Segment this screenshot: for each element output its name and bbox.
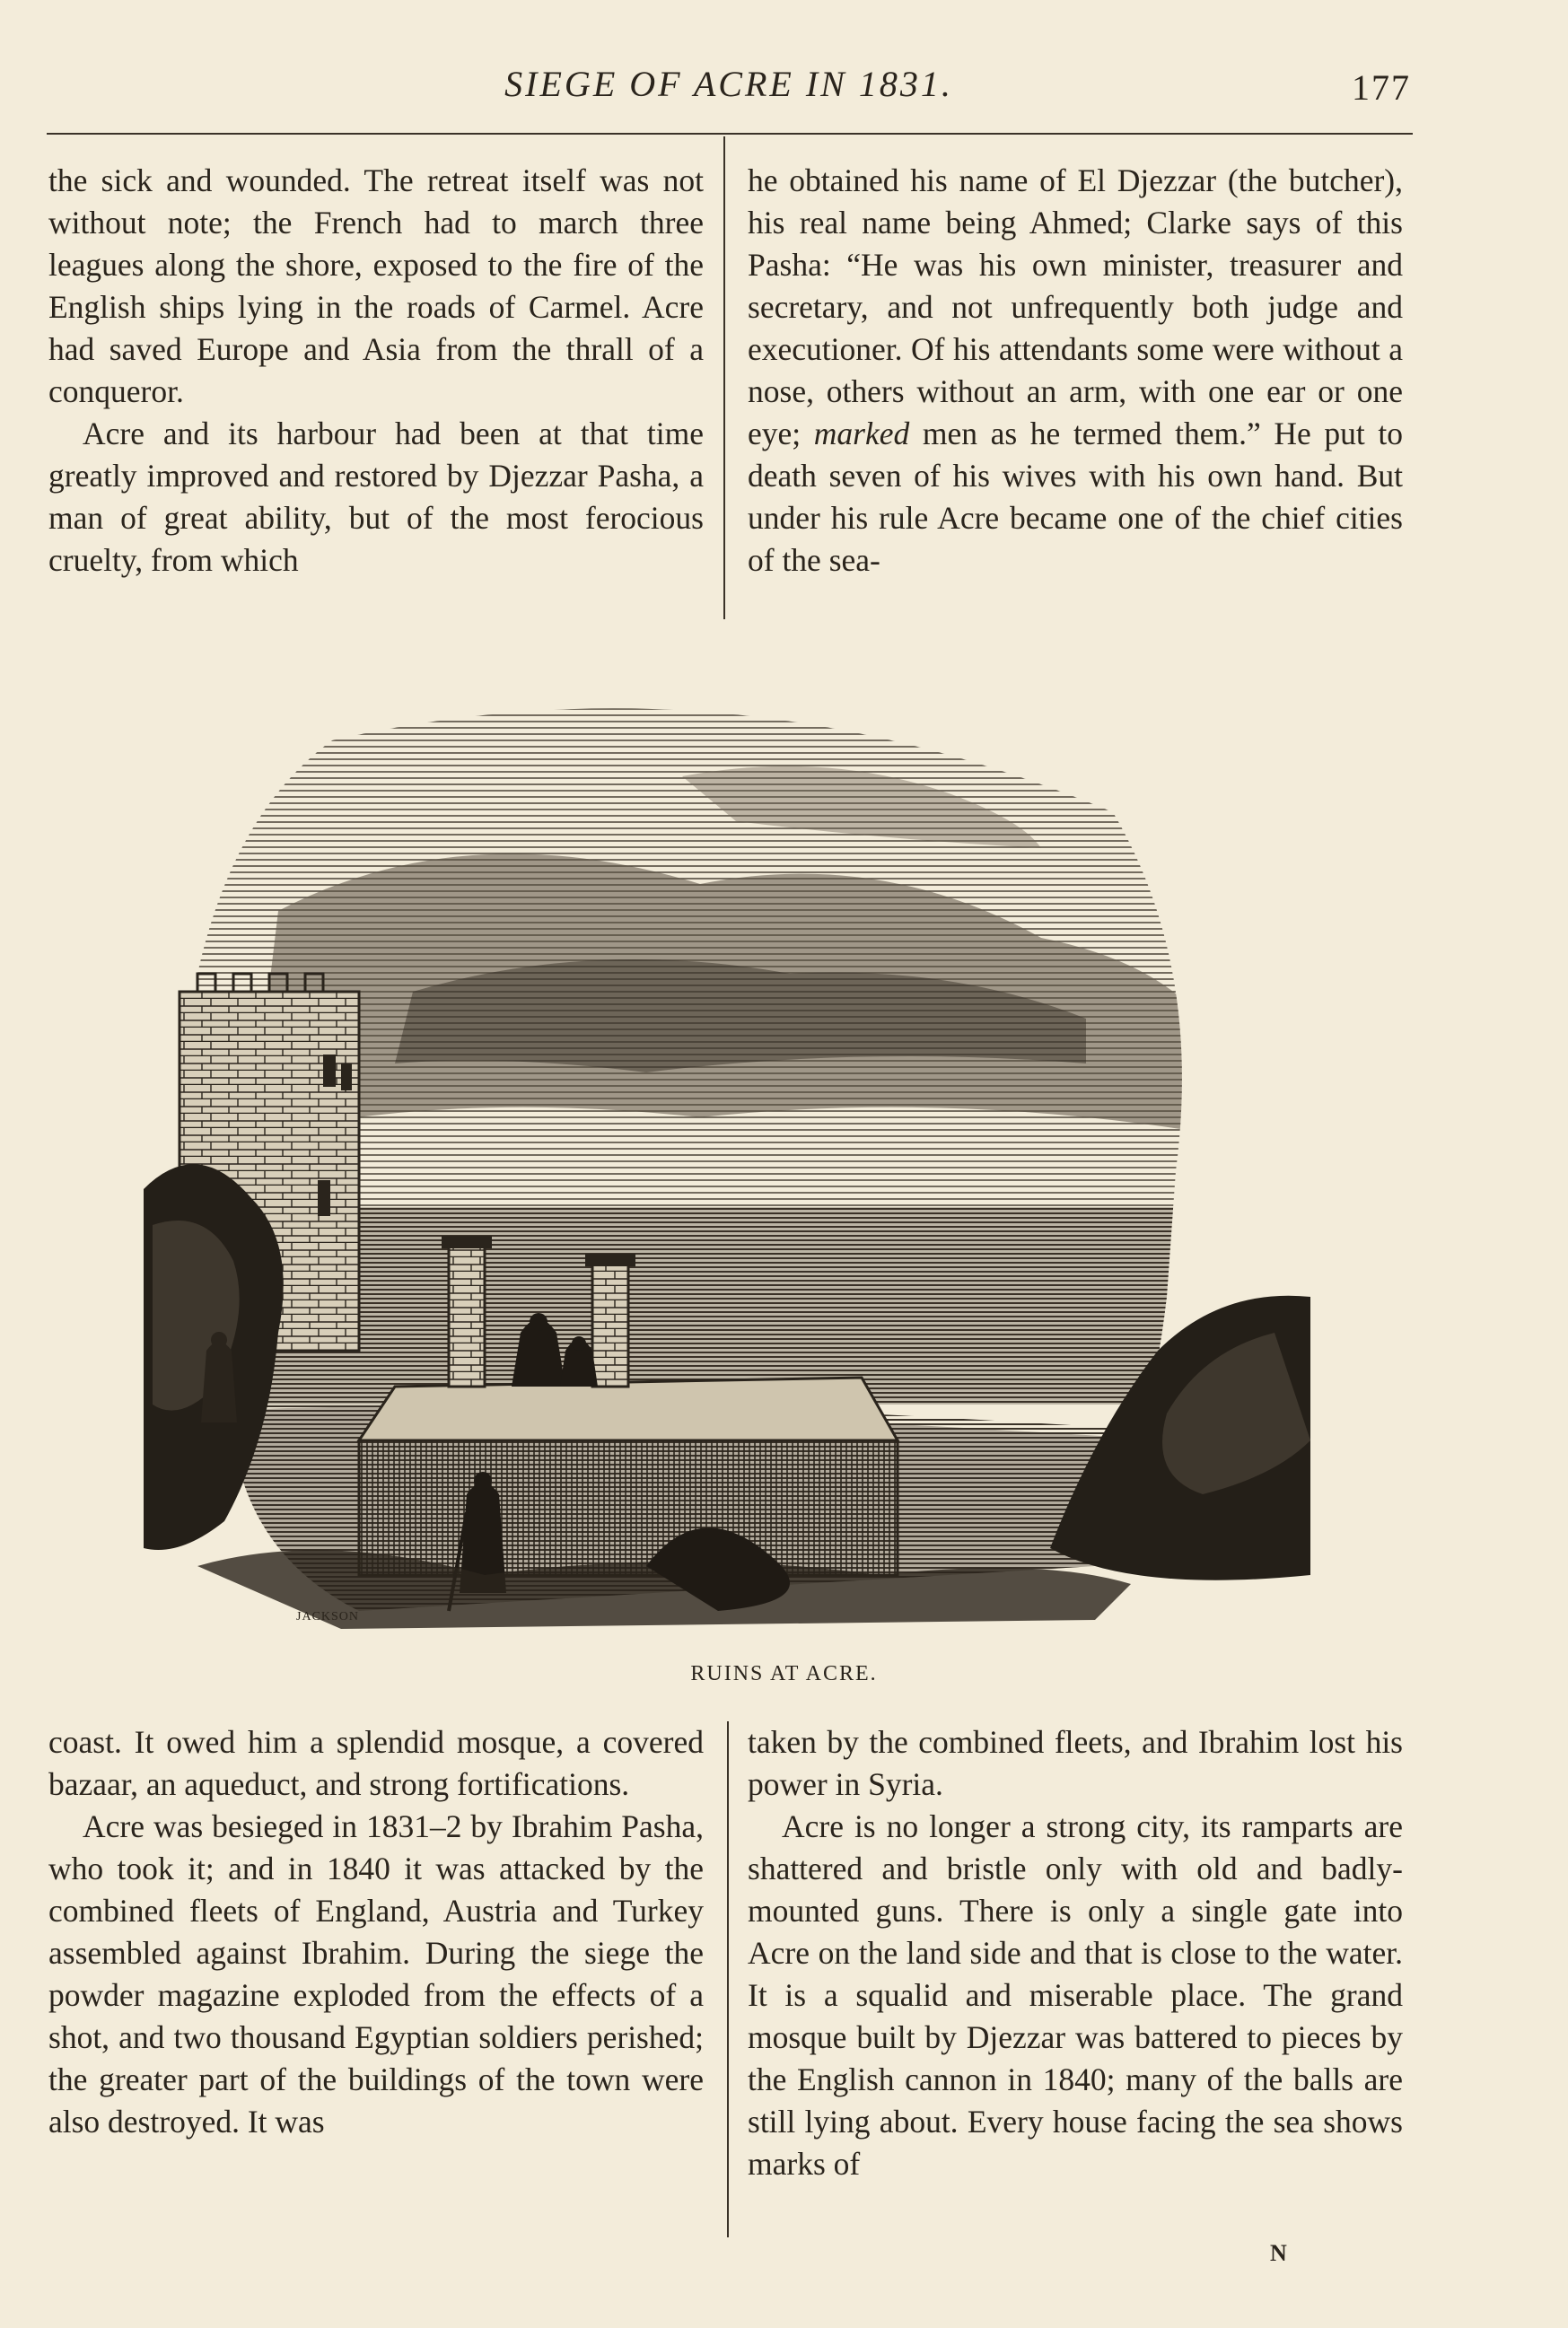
engraving-ruins-at-acre <box>144 669 1310 1647</box>
running-head <box>47 63 1411 117</box>
column-top-left <box>48 160 704 582</box>
figure-caption: RUINS AT ACRE. <box>690 1662 878 1685</box>
column-divider-top <box>723 136 725 619</box>
paragraph: Acre was besieged in 1831–2 by Ibrahim Pasha, who took it; and in 1840 it was attacked by the combined fleets of England, Austria and Turkey assembled against Ibrahim. During the siege the powder magazine exploded from the effects of a shot, and two thousand Egyptian soldiers perished; the greater part of the buildings of the town were also destroyed. It was <box>48 1808 704 2140</box>
paragraph: taken by the combined fleets, and Ibrahim lost his power in Syria. <box>748 1724 1403 1802</box>
page-number: 177 <box>1352 67 1411 108</box>
header-rule <box>47 133 1413 135</box>
text-run: men as he termed them.” He put to death seven of his wives with his own hand. But under his rule Acre became one of the chief cities of the sea- <box>748 416 1403 578</box>
column-divider-bottom <box>727 1721 729 2237</box>
column-bottom-right <box>748 1721 1403 2185</box>
column-bottom-left <box>48 1721 704 2143</box>
emphasis: marked <box>813 416 910 451</box>
paragraph: Acre is no longer a strong city, its ramparts are shattered and bristle only with old and badly-mounted guns. There is only a single gate into Acre on the land side and that is close to the water. It is a squalid and miserable place. The grand mosque built by Djezzar was battered to pieces by the English cannon in 1840; many of the balls are still lying about. Every house facing the sea shows marks of <box>748 1808 1403 2182</box>
column-top-right <box>748 160 1403 582</box>
signature-mark: N <box>1270 2240 1289 2266</box>
text-run: he obtained his name of El Djezzar (the butcher), his real name being Ahmed; Clarke says of this Pasha: “He was his own minister, treasurer and secretary, and not unfrequently both judge and executioner. Of his attendants some were without a nose, others without an arm, with one ear or one eye; <box>748 162 1403 451</box>
paragraph: Acre and its harbour had been at that time greatly improved and restored by Djezzar Pasha, a man of great ability, but of the most ferocious cruelty, from which <box>48 416 704 578</box>
paragraph: the sick and wounded. The retreat itself was not without note; the French had to march three leagues along the shore, exposed to the fire of the English ships lying in the roads of Carmel. Acre had saved Europe and Asia from the thrall of a conqueror. <box>48 162 704 409</box>
paragraph <box>748 160 1403 582</box>
running-title: SIEGE OF ACRE IN 1831. <box>504 64 953 104</box>
engraver-signature: JACKSON <box>296 1610 360 1623</box>
paragraph: coast. It owed him a splendid mosque, a covered bazaar, an aqueduct, and strong fortifications. <box>48 1724 704 1802</box>
